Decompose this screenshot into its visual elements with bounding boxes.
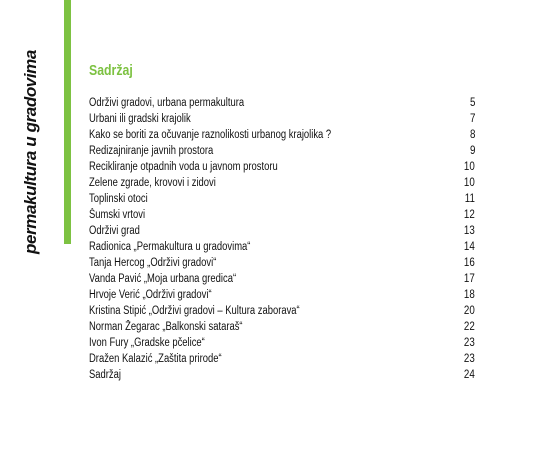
toc-entry-page: 11 (464, 193, 475, 205)
toc-entry[interactable] (89, 223, 475, 239)
toc-entry-title: Redizajniranje javnih prostora (89, 145, 214, 157)
toc-entry-page: 17 (464, 273, 475, 285)
toc-entry[interactable] (89, 351, 475, 367)
toc-entry-page: 7 (469, 113, 475, 125)
toc-heading: Sadržaj (89, 62, 133, 79)
toc-entry-title: Održivi grad (89, 225, 140, 237)
toc-entry[interactable] (89, 271, 475, 287)
toc-entry[interactable] (89, 239, 475, 255)
toc-entry-page: 20 (464, 305, 475, 317)
toc-entry[interactable] (89, 303, 475, 319)
toc-entry-page: 10 (464, 161, 475, 173)
toc-entry-title: Kristina Stipić „Održivi gradovi – Kultura zaborava“ (89, 305, 300, 317)
toc-entry[interactable] (89, 143, 475, 159)
toc-entry-title: Urbani ili gradski krajolik (89, 113, 191, 125)
toc-list (89, 95, 475, 383)
toc-entry[interactable] (89, 175, 475, 191)
toc-entry-title: Ivon Fury „Gradske pčelice“ (89, 337, 205, 349)
toc-entry-title: Održivi gradovi, urbana permakultura (89, 97, 245, 109)
toc-entry-page: 13 (464, 225, 475, 237)
toc-entry-page: 22 (464, 321, 475, 333)
toc-entry-page: 16 (464, 257, 475, 269)
toc-entry[interactable] (89, 207, 475, 223)
toc-entry[interactable] (89, 335, 475, 351)
toc-entry-page: 18 (464, 289, 475, 301)
toc-entry-page: 10 (464, 177, 475, 189)
toc-entry-title: Dražen Kalazić „Zaštita prirode“ (89, 353, 222, 365)
toc-entry[interactable] (89, 111, 475, 127)
toc-entry-title: Norman Žegarac „Balkonski sataraš“ (89, 321, 243, 333)
toc-entry-page: 14 (464, 241, 475, 253)
green-accent-bar (64, 0, 71, 244)
toc-entry-title: Kako se boriti za očuvanje raznolikosti urbanog krajolika ? (89, 129, 332, 141)
toc-entry[interactable] (89, 319, 475, 335)
toc-entry-page: 5 (469, 97, 475, 109)
toc-entry-page: 8 (469, 129, 475, 141)
toc-entry-title: Radionica „Permakultura u gradovima“ (89, 241, 251, 253)
toc-entry-title: Recikliranje otpadnih voda u javnom prostoru (89, 161, 278, 173)
toc-entry-page: 12 (464, 209, 475, 221)
toc-entry[interactable] (89, 191, 475, 207)
toc-entry-page: 23 (464, 337, 475, 349)
toc-entry-page: 9 (469, 145, 475, 157)
toc-entry[interactable] (89, 127, 475, 143)
toc-entry[interactable] (89, 255, 475, 271)
toc-entry[interactable] (89, 159, 475, 175)
toc-entry[interactable] (89, 95, 475, 111)
toc-entry-title: Tanja Hercog „Održivi gradovi“ (89, 257, 217, 269)
toc-entry-title: Toplinski otoci (89, 193, 148, 205)
toc-entry-page: 24 (464, 369, 475, 381)
toc-entry-title: Zelene zgrade, krovovi i zidovi (89, 177, 216, 189)
spine-title-text: permakultura u gradovima (21, 50, 40, 254)
toc-entry-title: Hrvoje Verić „Održivi gradovi“ (89, 289, 212, 301)
toc-entry-title: Sadržaj (89, 369, 121, 381)
toc-entry[interactable] (89, 287, 475, 303)
toc-entry-title: Šumski vrtovi (89, 209, 146, 221)
toc-entry[interactable] (89, 367, 475, 383)
toc-entry-title: Vanda Pavić „Moja urbana gredica“ (89, 273, 237, 285)
toc-entry-page: 23 (464, 353, 475, 365)
